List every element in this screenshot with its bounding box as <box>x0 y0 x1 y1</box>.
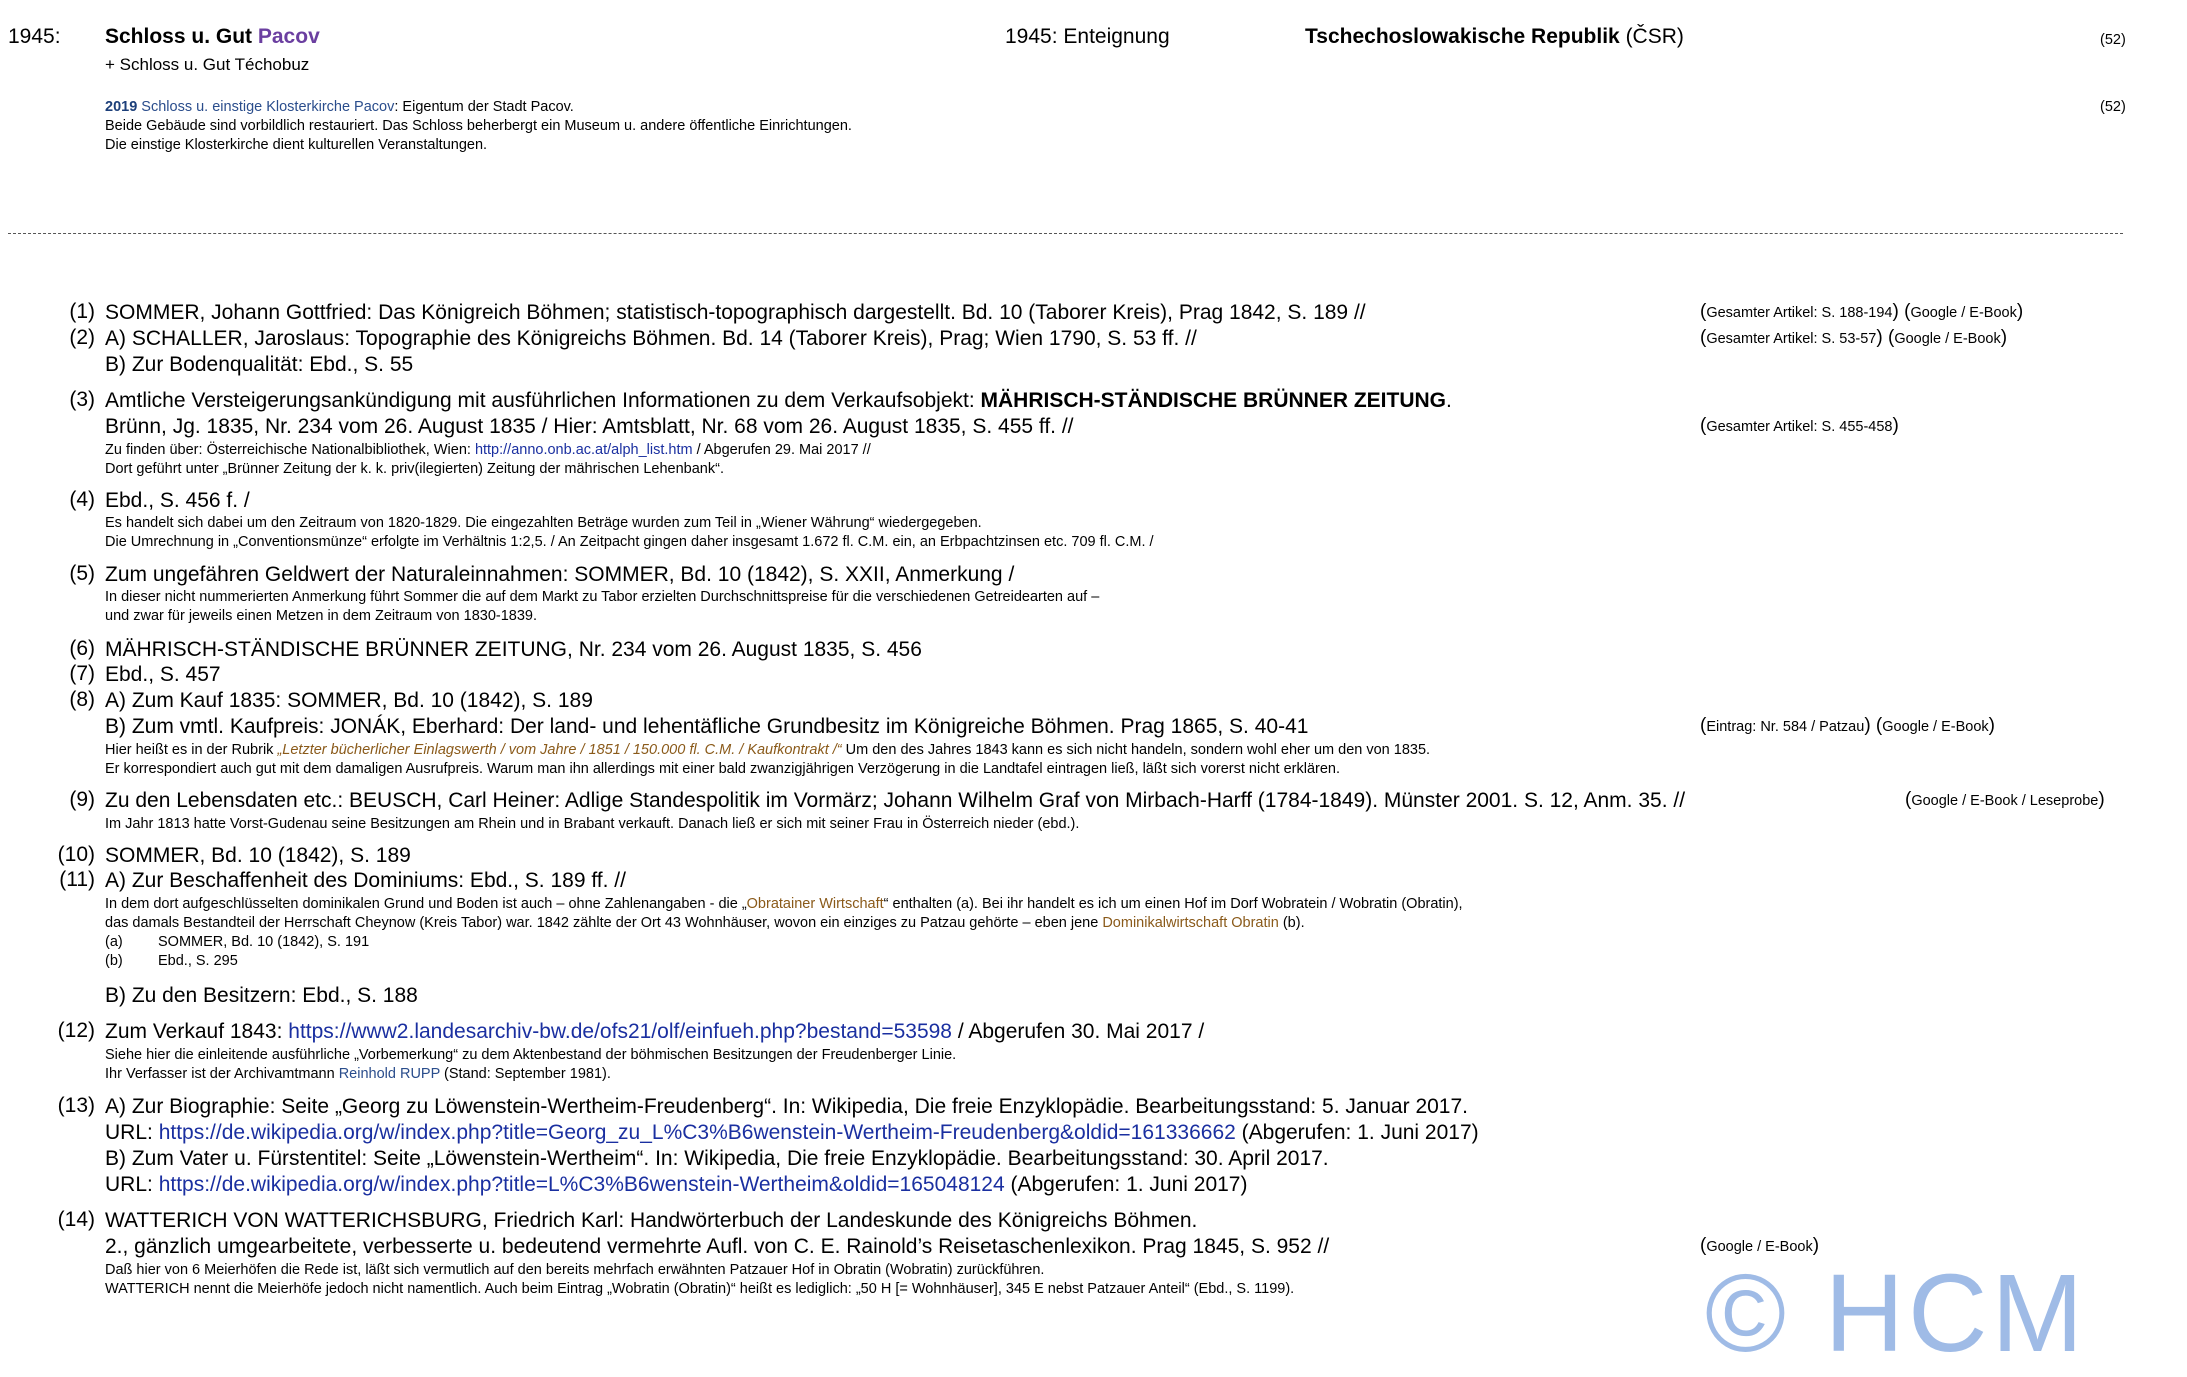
hcm-watermark: © HCM <box>1705 1252 2088 1375</box>
note-part: das damals Bestandteil der Herrschaft Cheynow (Kreis Tabor) war. 1842 zählte der Ort 43 Wohnhäuser, wovon ein einziges zu Patzau gehörte – eben jene <box>105 915 1103 931</box>
google-ebook-link[interactable]: Google / E-Book / Leseprobe <box>1911 793 2099 809</box>
ref-side: (Gesamter Artikel: S. 188-194) (Google / E-Book) <box>1700 301 2024 322</box>
note-link[interactable]: Schloss u. einstige Klosterkirche Pacov <box>141 99 395 115</box>
ref-number: (12) <box>57 1019 95 1042</box>
google-ebook-link[interactable]: Google / E-Book <box>1910 305 2017 321</box>
url-label: URL: <box>105 1173 159 1196</box>
header-event: 1945: Enteignung <box>1005 25 1170 48</box>
ref-text: 2., gänzlich umgearbeitete, verbesserte u. bedeutend vermehrte Aufl. von C. E. Rainold’s Reisetaschenlexikon. Prag 1845, S. 952 // <box>105 1235 1330 1258</box>
google-ebook-link[interactable]: Google / E-Book <box>1706 1239 1813 1255</box>
google-ebook-link[interactable]: Google / E-Book <box>1894 331 2001 347</box>
side-info: Gesamter Artikel: S. 455-458 <box>1706 419 1893 435</box>
ref-text: SOMMER, Johann Gottfried: Das Königreich Böhmen; statistisch-topographisch dargestellt. Bd. 10 (Taborer Kreis), Prag 1842, S. 189 // <box>105 301 1366 324</box>
page-title <box>105 24 320 50</box>
ref-text: B) Zum Vater u. Fürstentitel: Seite „Löwenstein-Wertheim“. In: Wikipedia, Die freie Enzyklopädie. Bearbeitungsstand: 30. April 2017. <box>105 1147 1329 1170</box>
ref-text-part: . <box>1446 389 1452 412</box>
footnote-label: (b) <box>105 953 123 969</box>
ref-note <box>105 1065 611 1084</box>
ref-note <box>105 441 871 460</box>
ref-text <box>105 1019 1204 1045</box>
ref-text <box>105 388 1452 414</box>
ref-text: MÄHRISCH-STÄNDISCHE BRÜNNER ZEITUNG, Nr. 234 vom 26. August 1835, S. 456 <box>105 638 922 661</box>
note-part: Hier heißt es in der Rubrik <box>105 742 278 758</box>
ref-text: Zu den Lebensdaten etc.: BEUSCH, Carl Heiner: Adlige Standespolitik im Vormärz; Johann Wilhelm Graf von Mirbach-Harff (1784-1849). Münster 2001. S. 12, Anm. 35. // <box>105 789 1686 812</box>
ref-note <box>105 895 1463 914</box>
ref-note: In dieser nicht nummerierten Anmerkung führt Sommer die auf dem Markt zu Tabor erzielten Durchschnittspreise für die verschiedenen Getreidearten auf – <box>105 589 1100 605</box>
obratainer-link[interactable]: Obratainer Wirtschaft <box>746 896 884 912</box>
ref-number: (6) <box>69 637 95 660</box>
ref-text: Ebd., S. 457 <box>105 663 221 686</box>
ref-number: (9) <box>69 788 95 811</box>
note-rest: : Eigentum der Stadt Pacov. <box>394 99 574 115</box>
title-prefix: Schloss u. Gut <box>105 25 253 48</box>
ref-side: (Eintrag: Nr. 584 / Patzau) (Google / E-Book) <box>1700 715 1995 736</box>
state-name: Tschechoslowakische Republik <box>1305 25 1620 48</box>
ref-note: Es handelt sich dabei um den Zeitraum von 1820-1829. Die eingezahlten Beträge wurden zum Teil in „Wiener Währung“ wiedergegeben. <box>105 515 982 531</box>
url-date: (Abgerufen: 1. Juni 2017) <box>1004 1173 1248 1196</box>
note-part: Zu finden über: Österreichische Nationalbibliothek, Wien: <box>105 442 475 458</box>
note-part: “ enthalten (a). Bei ihr handelt es ich um einen Hof im Dorf Wobratein / Wobratin (Obratin), <box>883 896 1463 912</box>
ref-text: Brünn, Jg. 1835, Nr. 234 vom 26. August 1835 / Hier: Amtsblatt, Nr. 68 vom 26. August 1835, S. 455 ff. // <box>105 415 1074 438</box>
ref-text: SOMMER, Bd. 10 (1842), S. 189 <box>105 844 411 867</box>
ref-url <box>105 1172 1247 1198</box>
ref-text: Zum ungefähren Geldwert der Naturaleinnahmen: SOMMER, Bd. 10 (1842), S. XXII, Anmerkung / <box>105 563 1015 586</box>
note-ref[interactable]: (52) <box>2100 99 2126 115</box>
newspaper-title: MÄHRISCH-STÄNDISCHE BRÜNNER ZEITUNG <box>980 389 1446 412</box>
ref-number: (8) <box>69 688 95 711</box>
ref-note <box>105 741 1430 760</box>
note-part: Ihr Verfasser ist der Archivamtmann <box>105 1066 339 1082</box>
note-2019-line3: Die einstige Klosterkirche dient kulturellen Veranstaltungen. <box>105 137 488 153</box>
ref-text-part: Zum Verkauf 1843: <box>105 1020 289 1043</box>
ref-text: Ebd., S. 456 f. / <box>105 489 250 512</box>
wikipedia-link[interactable]: https://de.wikipedia.org/w/index.php?title=Georg_zu_L%C3%B6wenstein-Wertheim-Freudenberg&oldid=161336662 <box>158 1121 1236 1144</box>
ref-note: Im Jahr 1813 hatte Vorst-Gudenau seine Besitzungen am Rhein und in Brabant verkauft. Danach ließ er sich mit seiner Frau in Österreich nieder (ebd.). <box>105 816 1080 832</box>
ref-text: B) Zu den Besitzern: Ebd., S. 188 <box>105 984 418 1007</box>
ref-note: Dort geführt unter „Brünner Zeitung der k. k. priv(ilegierten) Zeitung der mährischen Lehenbank“. <box>105 461 724 477</box>
page-subtitle: + Schloss u. Gut Téchobuz <box>105 55 310 74</box>
note-part: / Abgerufen 29. Mai 2017 // <box>692 442 871 458</box>
ref-note <box>105 914 1305 933</box>
footnote-text: SOMMER, Bd. 10 (1842), S. 191 <box>158 934 370 950</box>
ref-number: (5) <box>69 562 95 585</box>
ref-number: (14) <box>57 1208 95 1231</box>
ref-note: Daß hier von 6 Meierhöfen die Rede ist, läßt sich vermutlich auf den bereits mehrfach erwähnten Patzauer Hof in Obratin (Wobratin) zurückführen. <box>105 1262 1045 1278</box>
ref-note: und zwar für jeweils einen Metzen in dem Zeitraum von 1830-1839. <box>105 608 538 624</box>
anno-link[interactable]: http://anno.onb.ac.at/alph_list.htm <box>474 442 693 458</box>
side-info: Gesamter Artikel: S. 188-194 <box>1706 305 1893 321</box>
ref-note: WATTERICH nennt die Meierhöfe jedoch nicht namentlich. Auch beim Eintrag „Wobratin (Obratin)“ heißt es lediglich: „50 H [= Wohnhäuser], 345 E nebst Patzauer Anteil“ (Ebd., S. 1199). <box>105 1281 1295 1297</box>
ref-number: (13) <box>57 1094 95 1117</box>
note-2019-line1 <box>105 98 574 117</box>
ref-number: (10) <box>57 843 95 866</box>
ref-text: WATTERICH VON WATTERICHSBURG, Friedrich Karl: Handwörterbuch der Landeskunde des Königreichs Böhmen. <box>105 1209 1198 1232</box>
side-info: Gesamter Artikel: S. 53-57 <box>1706 331 1877 347</box>
author-link[interactable]: Reinhold RUPP <box>338 1066 440 1082</box>
ref-text: A) Zur Biographie: Seite „Georg zu Löwenstein-Wertheim-Freudenberg“. In: Wikipedia, Die freie Enzyklopädie. Bearbeitungsstand: 5. Januar 2017. <box>105 1095 1468 1118</box>
ref-number: (3) <box>69 388 95 411</box>
ref-number: (11) <box>59 868 95 891</box>
ref-url <box>105 1120 1479 1146</box>
ref-text-part: / Abgerufen 30. Mai 2017 / <box>952 1020 1205 1043</box>
ref-number: (2) <box>69 326 95 349</box>
ref-text: B) Zum vmtl. Kaufpreis: JONÁK, Eberhard: Der land- und lehentäfliche Grundbesitz im Königreiche Böhmen. Prag 1865, S. 40-41 <box>105 715 1309 738</box>
ref-text-part: Amtliche Versteigerungsankündigung mit ausführlichen Informationen zu dem Verkaufsobjekt: <box>105 389 981 412</box>
ref-note: Siehe hier die einleitende ausführliche „Vorbemerkung“ zu dem Aktenbestand der böhmischen Besitzungen der Freudenberger Linie. <box>105 1047 957 1063</box>
ref-number: (4) <box>69 488 95 511</box>
ref-number: (7) <box>69 662 95 685</box>
ref-note: Die Umrechnung in „Conventionsmünze“ erfolgte im Verhältnis 1:2,5. / An Zeitpacht gingen daher insgesamt 1.672 fl. C.M. ein, an Erbpachtzinsen etc. 709 fl. C.M. / <box>105 534 1154 550</box>
title-place-link[interactable]: Pacov <box>257 25 320 48</box>
ref-text: A) Zur Beschaffenheit des Dominiums: Ebd., S. 189 ff. // <box>105 869 626 892</box>
ref-number: (1) <box>69 300 95 323</box>
header-state <box>1305 24 1684 50</box>
note-part: In dem dort aufgeschlüsselten dominikalen Grund und Boden ist auch – ohne Zahlenangaben - die „ <box>105 896 747 912</box>
note-part: (Stand: September 1981). <box>440 1066 611 1082</box>
footnote-label: (a) <box>105 934 123 950</box>
ref-text: A) Zum Kauf 1835: SOMMER, Bd. 10 (1842), S. 189 <box>105 689 593 712</box>
landesarchiv-link[interactable]: https://www2.landesarchiv-bw.de/ofs21/olf/einfueh.php?bestand=53598 <box>288 1020 952 1043</box>
side-info: Eintrag: Nr. 584 / Patzau <box>1706 719 1865 735</box>
obratin-link[interactable]: Dominikalwirtschaft Obratin <box>1102 915 1279 931</box>
ref-text: B) Zur Bodenqualität: Ebd., S. 55 <box>105 353 414 376</box>
header-ref[interactable]: (52) <box>2100 32 2126 48</box>
state-abbr: (ČSR) <box>1625 25 1684 48</box>
ref-note: Er korrespondiert auch gut mit dem damaligen Ausrufpreis. Warum man ihn allerdings mit einer bald zwanzigjährigen Verzögerung in die Landtafel eintragen ließ, läßt sich vorerst nicht erklären. <box>105 761 1340 777</box>
ref-side: (Google / E-Book) <box>1700 1235 1820 1256</box>
wikipedia-link[interactable]: https://de.wikipedia.org/w/index.php?title=L%C3%B6wenstein-Wertheim&oldid=165048124 <box>158 1173 1005 1196</box>
separator-dashed <box>8 233 2123 234</box>
ref-side: (Gesamter Artikel: S. 53-57) (Google / E-Book) <box>1700 327 2008 348</box>
footnote-text: Ebd., S. 295 <box>158 953 238 969</box>
note-2019-line2: Beide Gebäude sind vorbildlich restauriert. Das Schloss beherbergt ein Museum u. andere öffentliche Einrichtungen. <box>105 118 852 134</box>
ref-side: (Gesamter Artikel: S. 455-458) <box>1700 415 1899 436</box>
note-part: Um den des Jahres 1843 kann es sich nicht handeln, sondern wohl eher um den von 1835. <box>841 742 1431 758</box>
ref-text: A) SCHALLER, Jaroslaus: Topographie des Königreichs Böhmen. Bd. 14 (Taborer Kreis), Prag; Wien 1790, S. 53 ff. // <box>105 327 1197 350</box>
url-date: (Abgerufen: 1. Juni 2017) <box>1235 1121 1479 1144</box>
ref-side: (Google / E-Book / Leseprobe) <box>1905 789 2105 810</box>
note-part: (b). <box>1278 915 1305 931</box>
google-ebook-link[interactable]: Google / E-Book <box>1882 719 1989 735</box>
header-year: 1945: <box>8 25 61 48</box>
landtafel-quote: „Letzter bücherlicher Einlagswerth / vom Jahre / 1851 / 150.000 fl. C.M. / Kaufkontrakt /“ <box>277 742 842 758</box>
note-year: 2019 <box>105 99 138 115</box>
url-label: URL: <box>105 1121 159 1144</box>
